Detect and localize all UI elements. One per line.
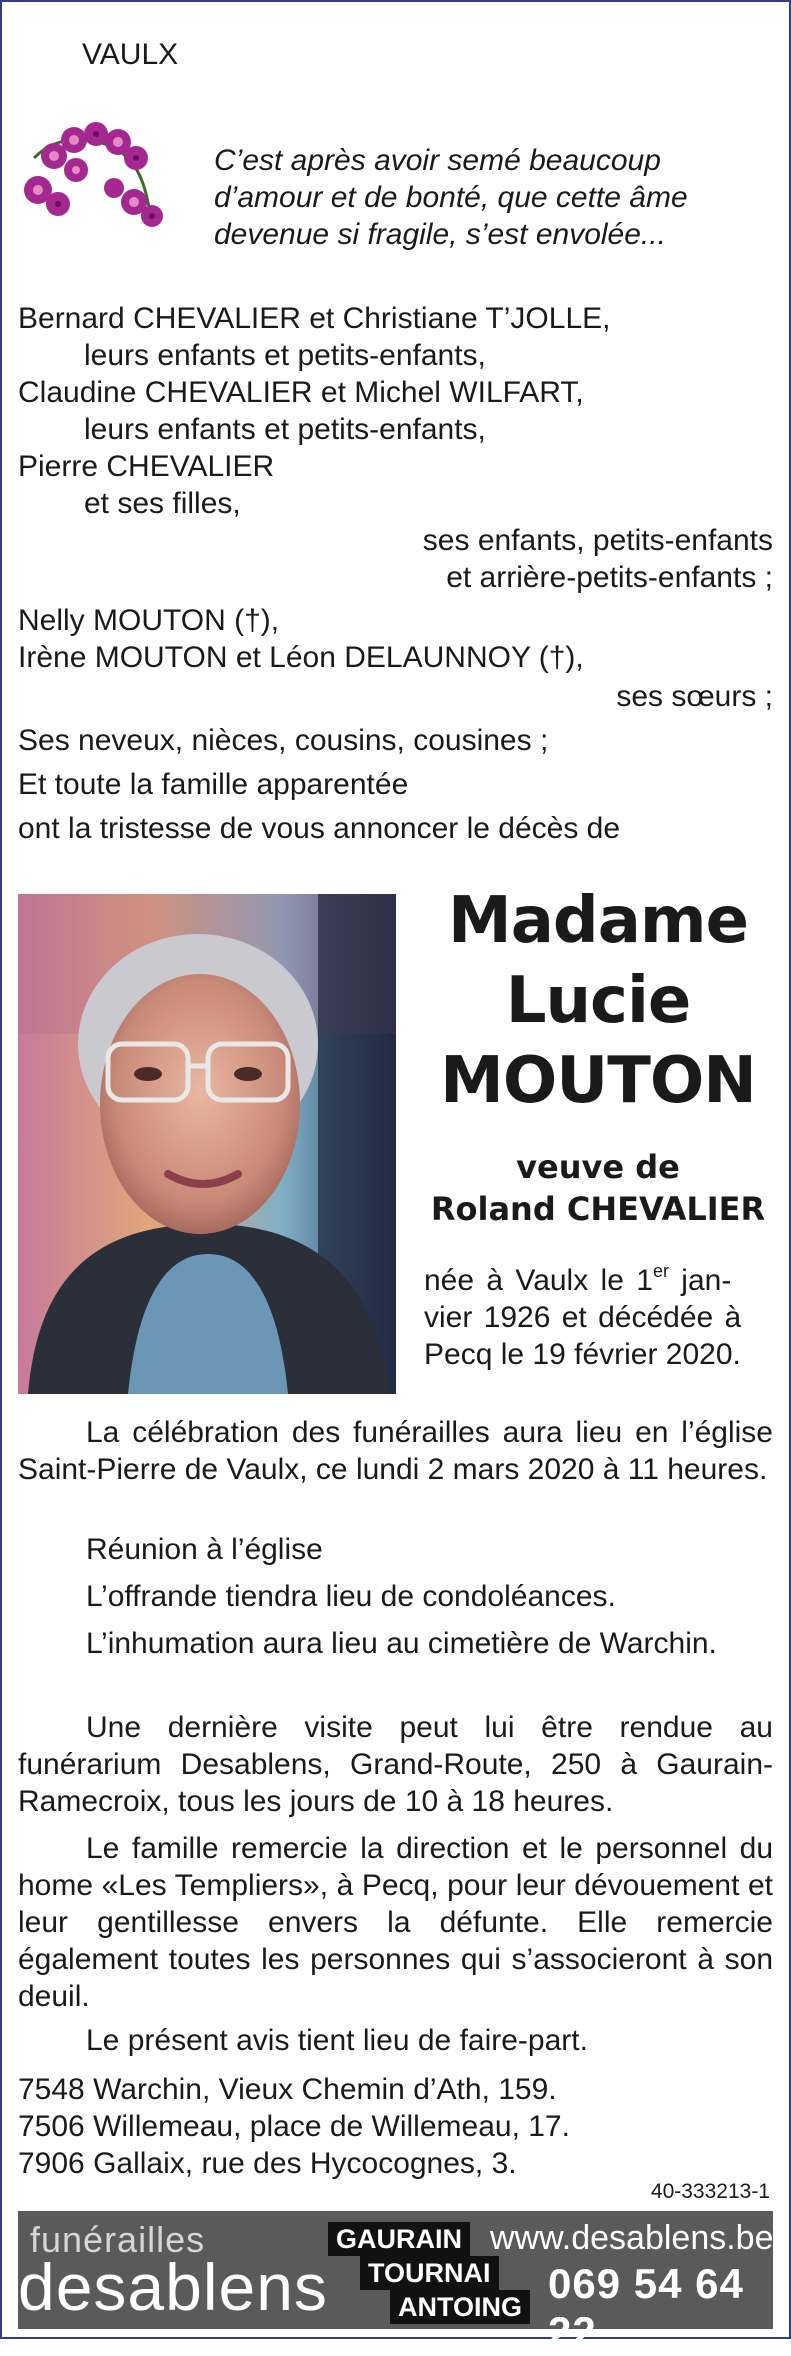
widow-of: veuve de <box>516 1148 680 1186</box>
family-line: ont la tristesse de vous annoncer le décès de <box>18 812 621 845</box>
address-line: 7506 Willemeau, place de Willemeau, 17. <box>18 2110 570 2143</box>
footer-website[interactable]: www.desablens.be <box>490 2219 774 2257</box>
family-line: leurs enfants et petits-enfants, <box>84 413 486 446</box>
deceased-first-name: Lucie <box>505 964 691 1038</box>
birth-line-3: Pecq le 19 février 2020. <box>424 1338 741 1371</box>
family-line: Ses neveux, nièces, cousins, cousines ; <box>18 724 549 757</box>
birth-line-1: née à Vaulx le 1er jan- <box>424 1261 732 1297</box>
family-line: Irène MOUTON et Léon DELAUNNOY (†), <box>18 641 584 674</box>
footer-town-tournai: TOURNAI <box>360 2256 499 2290</box>
quote-line-1: C’est après avoir semé beaucoup <box>214 144 661 177</box>
paragraph-meeting: Réunion à l’église <box>86 1533 323 1566</box>
orchid-icon <box>14 118 164 236</box>
family-line: Et toute la famille apparentée <box>18 768 409 801</box>
family-line: et arrière-petits-enfants ; <box>446 561 773 594</box>
reference-number: 40-333213-1 <box>650 2180 770 2203</box>
deceased-title: Madame <box>448 884 748 958</box>
spouse-name: Roland CHEVALIER <box>430 1190 766 1228</box>
address-line: 7548 Warchin, Vieux Chemin d’Ath, 159. <box>18 2073 557 2106</box>
address-line: 7906 Gallaix, rue des Hycocognes, 3. <box>18 2147 517 2180</box>
footer-phone[interactable]: 069 54 64 22 <box>548 2260 744 2355</box>
quote-line-2: d’amour et de bonté, que cette âme <box>214 181 688 214</box>
footer-town-antoing: ANTOING <box>390 2290 530 2324</box>
deceased-last-name: MOUTON <box>440 1044 756 1118</box>
footer-brand: desablens <box>18 2250 328 2324</box>
birth-line-2: vier 1926 et décédée à <box>424 1301 742 1334</box>
footer-town-gaurain: GAURAIN <box>328 2222 470 2256</box>
family-line: et ses filles, <box>84 487 241 520</box>
paragraph-offering: L’offrande tiendra lieu de condoléances. <box>86 1580 616 1613</box>
paragraph-visit: Une dernière visite peut lui être rendue au funérarium Desablens, Grand-Route, 250 à Gaurain-Ramecroix, tous les jours de 10 à 18 heures. <box>18 1711 773 1818</box>
portrait-photo <box>18 894 396 1394</box>
paragraph-burial: L’inhumation aura lieu au cimetière de Warchin. <box>86 1627 717 1660</box>
village-name: VAULX <box>82 38 179 71</box>
family-line: ses sœurs ; <box>616 680 773 713</box>
family-line: Nelly MOUTON (†), <box>18 604 280 637</box>
family-line: leurs enfants et petits-enfants, <box>84 339 486 372</box>
family-line: Bernard CHEVALIER et Christiane T’JOLLE, <box>18 302 611 335</box>
paragraph-thanks: Le famille remercie la direction et le personnel du home «Les Templiers», à Pecq, pour leur dévouement et leur gentillesse envers la défunte. Elle remercie également toutes les personnes qui s’associeront à son deuil. <box>18 1832 773 2013</box>
quote-line-3: devenue si fragile, s’est envolée... <box>214 218 666 251</box>
family-line: Pierre CHEVALIER <box>18 450 275 483</box>
family-line: Claudine CHEVALIER et Michel WILFART, <box>18 376 584 409</box>
family-line: ses enfants, petits-enfants <box>422 524 773 557</box>
paragraph-ceremony: La célébration des funérailles aura lieu en l’église Saint-Pierre de Vaulx, ce lundi 2 mars 2020 à 11 heures. <box>18 1416 773 1486</box>
footer-funerailles: funérailles <box>30 2219 206 2260</box>
paragraph-notice: Le présent avis tient lieu de faire-part. <box>86 2024 588 2057</box>
